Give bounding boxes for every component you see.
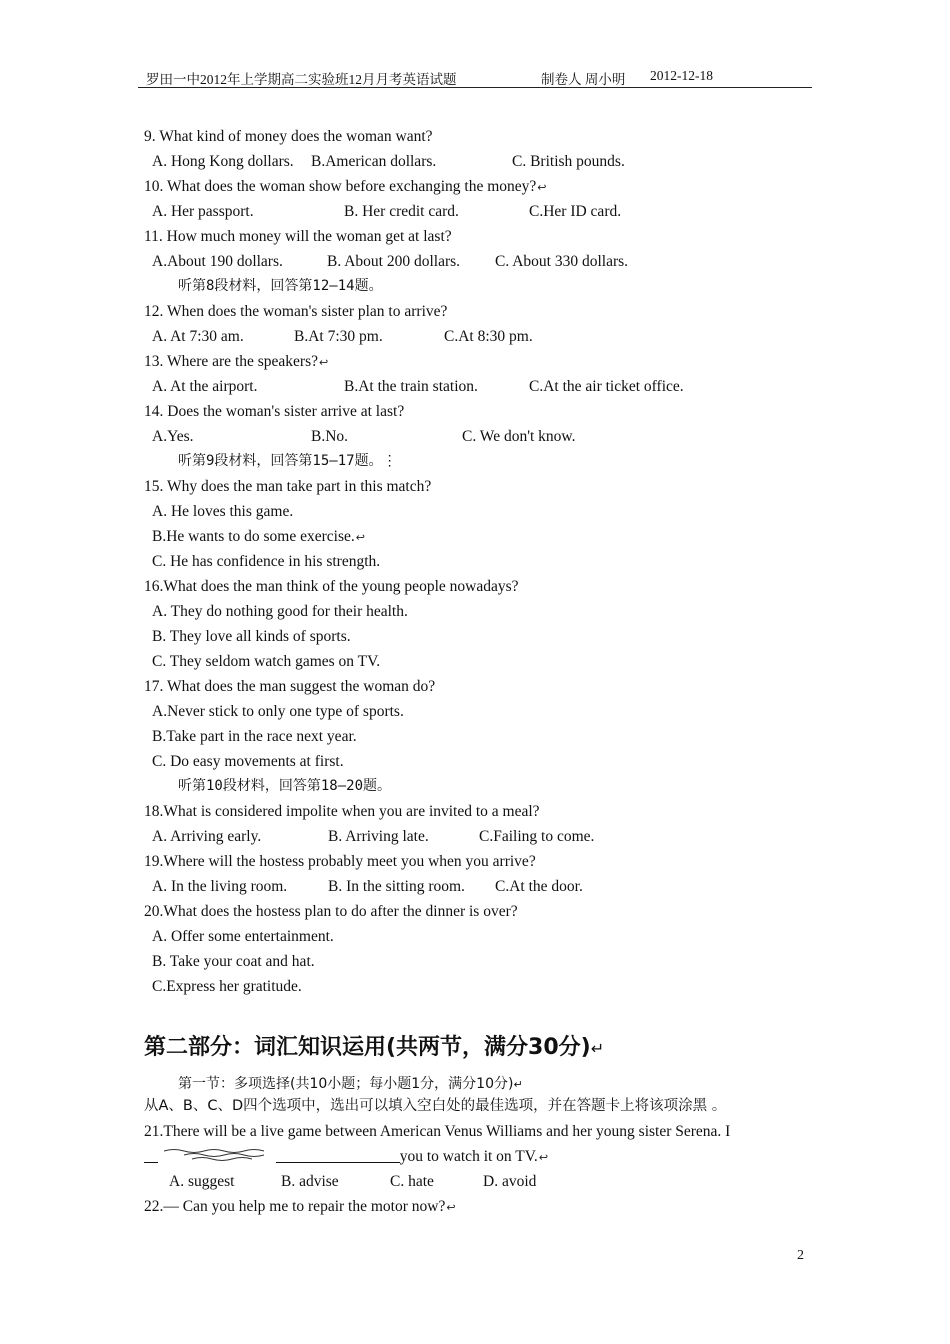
paragraph-mark-icon: ↩ [319,356,329,369]
question-12: 12. When does the woman's sister plan to arrive? [144,303,448,320]
instruction-text: 从A、B、C、D四个选项中，选出可以填入空白处的最佳选项，并在答题卡上将该项涂黑 。 [144,1098,727,1114]
option-a: A. He loves this game. [152,503,294,520]
option-d: D. avoid [483,1173,537,1190]
page-number: 2 [797,1248,804,1263]
option-c: C. hate [390,1173,434,1190]
part-two-content [144,1094,808,1219]
option-a: A.Yes. [152,428,194,445]
option-a: A. They do nothing good for their health. [152,603,408,620]
option-c: C. British pounds. [512,153,625,170]
header-date: 2012-12-18 [650,68,713,83]
question-17: 17. What does the man suggest the woman do? [144,678,436,695]
option-a: A. In the living room. [152,878,288,895]
option-b: B.No. [311,428,349,445]
options-21 [144,1169,808,1194]
question-11: 11. How much money will the woman get at last? [144,228,452,245]
question-20: 20.What does the hostess plan to do after the dinner is over? [144,903,518,920]
option-a: A. Offer some entertainment. [152,928,334,945]
option-b: B.American dollars. [311,153,437,170]
options-11 [144,249,808,274]
options-10 [144,199,808,224]
option-c: C.At the air ticket office. [529,378,684,395]
question-10: 10. What does the woman show before exchanging the money?↩ [144,178,547,195]
options-9 [144,149,808,174]
paragraph-mark-icon: ↵ [590,1039,605,1058]
option-c: C. About 330 dollars. [495,253,629,270]
paragraph-mark-icon: ↩ [446,1201,456,1214]
option-c: C.Failing to come. [479,828,595,845]
options-13 [144,374,808,399]
section-heading-10: 听第10段材料，回答第18—20题。 [178,778,392,794]
mark-glyph: ⋮ [382,453,397,469]
question-22: 22.— Can you help me to repair the motor now?↩ [144,1198,456,1215]
part-two-title: 第二部分：词汇知识运用(共两节，满分30分)↵ [144,1035,605,1060]
wave-underline-icon [162,1147,272,1161]
answer-blank [276,1146,400,1163]
option-c: C.At the door. [495,878,583,895]
option-c: C. They seldom watch games on TV. [152,653,381,670]
paragraph-mark-icon: ↵ [513,1078,523,1091]
option-a: A. At the airport. [152,378,258,395]
questions-list [144,124,808,999]
option-b: B.He wants to do some exercise.↩ [152,528,365,545]
option-c: C. He has confidence in his strength. [152,553,381,570]
options-12 [144,324,808,349]
header-author: 制卷人 周小明 [541,72,626,87]
paragraph-mark-icon: ↩ [355,531,365,544]
question-15: 15. Why does the man take part in this match? [144,478,432,495]
option-b: B.Take part in the race next year. [152,728,357,745]
option-c: C.Express her gratitude. [152,978,302,995]
option-b: B. Take your coat and hat. [152,953,315,970]
option-a: A. Arriving early. [152,828,262,845]
question-16: 16.What does the man think of the young people nowadays? [144,578,519,595]
option-b: B.At the train station. [344,378,478,395]
option-c: C.At 8:30 pm. [444,328,533,345]
option-c: C. We don't know. [462,428,576,445]
option-b: B. Her credit card. [344,203,459,220]
options-14 [144,424,808,449]
option-b: B. In the sitting room. [328,878,465,895]
option-c: C. Do easy movements at first. [152,753,344,770]
paragraph-mark-icon: ↩ [537,181,547,194]
question-9: 9. What kind of money does the woman want? [144,128,433,145]
option-b: B.At 7:30 pm. [294,328,383,345]
page-header [138,66,812,88]
header-title: 罗田一中2012年上学期高二实验班12月月考英语试题 [146,72,457,87]
section-heading-9: 听第9段材料，回答第15—17题。⋮ [178,453,397,469]
blank-start [144,1146,158,1163]
option-a: A. At 7:30 am. [152,328,244,345]
paragraph-mark-icon: ↩ [538,1151,549,1164]
question-19: 19.Where will the hostess probably meet you when you arrive? [144,853,536,870]
option-a: A. Hong Kong dollars. [152,153,294,170]
section-heading-8: 听第8段材料，回答第12—14题。 [178,278,383,294]
options-18 [144,824,808,849]
question-18: 18.What is considered impolite when you are invited to a meal? [144,803,540,820]
option-b: B. Arriving late. [328,828,429,845]
option-c: C.Her ID card. [529,203,622,220]
option-a: A.Never stick to only one type of sports. [152,703,404,720]
option-b: B. advise [281,1173,339,1190]
question-14: 14. Does the woman's sister arrive at last? [144,403,405,420]
question-13: 13. Where are the speakers?↩ [144,353,329,370]
option-a: A.About 190 dollars. [152,253,283,270]
option-a: A. Her passport. [152,203,254,220]
option-b: B. About 200 dollars. [327,253,461,270]
section-one-title: 第一节：多项选择(共10小题；每小题1分，满分10分)↵ [178,1076,523,1092]
question-21-continued: you to watch it on TV.↩ [144,1144,808,1169]
option-b: B. They love all kinds of sports. [152,628,351,645]
question-21: 21.There will be a live game between American Venus Williams and her young sister Serena. I [144,1123,731,1140]
options-19 [144,874,808,899]
option-a: A. suggest [169,1173,235,1190]
